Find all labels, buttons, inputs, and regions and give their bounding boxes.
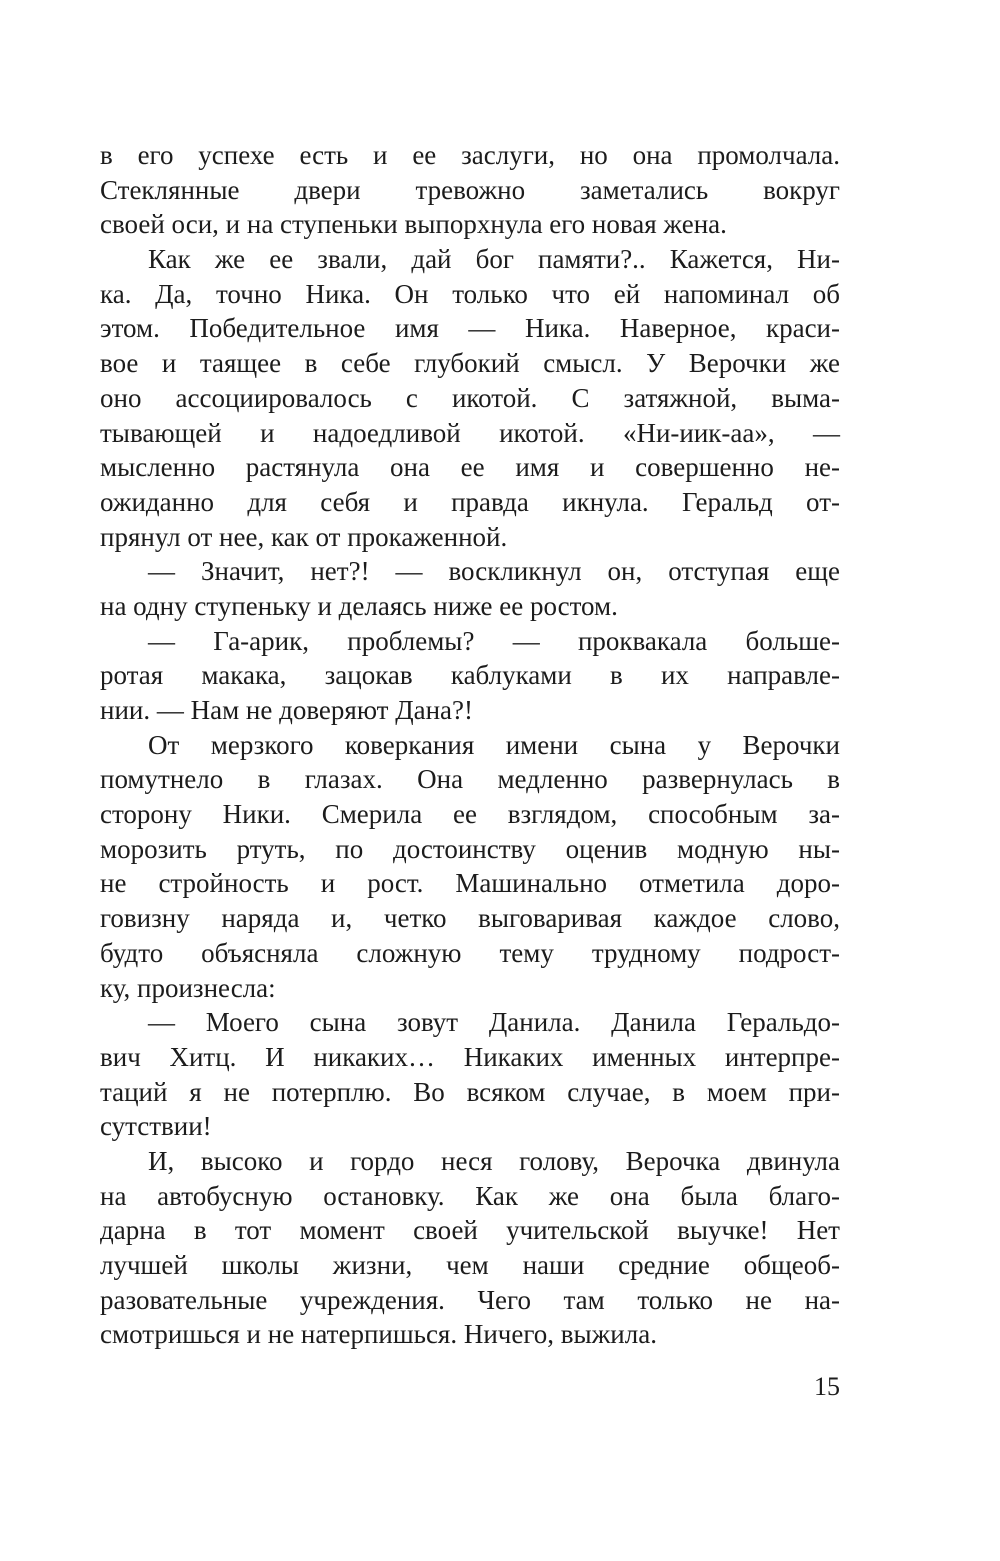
text-line: не стройность и рост. Машинально отметила доро- <box>100 868 840 899</box>
text-block <box>100 138 840 1352</box>
text-line: вое и таящее в себе глубокий смысл. У Верочки же <box>100 348 840 379</box>
text-line: будто объясняла сложную тему трудному подрост- <box>100 937 840 968</box>
paragraph <box>100 1005 840 1144</box>
text-line: ку, произнесла: <box>100 972 276 1003</box>
text-line: в его успехе есть и ее заслуги, но она промолчала. <box>100 140 840 170</box>
text-line: говизну наряда и, четко выговаривая каждое слово, <box>100 903 840 934</box>
text-line: прянул от нее, как от прокаженной. <box>100 521 508 552</box>
paragraph <box>100 138 840 242</box>
paragraph <box>100 728 840 1006</box>
text-line: нии. — Нам не доверяют Дана?! <box>100 695 474 725</box>
text-line: сторону Ники. Смерила ее взглядом, способным за- <box>100 799 840 830</box>
text-line: Как же ее звали, дай бог памяти?.. Кажется, Ни- <box>148 244 840 275</box>
text-line: оно ассоциировалось с икотой. С затяжной, выма- <box>100 382 840 413</box>
text-line: ротая макака, зацокав каблуками в их направле- <box>100 660 840 691</box>
text-line: этом. Победительное имя — Ника. Наверное, краси- <box>100 313 840 344</box>
text-line: разовательные учреждения. Чего там только не на- <box>100 1284 840 1315</box>
text-line: ожиданно для себя и правда икнула. Геральд от- <box>100 486 840 517</box>
paragraph <box>100 554 840 623</box>
text-line: мысленно растянула она ее имя и совершенно не- <box>100 452 840 483</box>
text-line: — Га-арик, проблемы? — проквакала больше- <box>148 625 840 656</box>
paragraph <box>100 1144 840 1352</box>
paragraph <box>100 624 840 728</box>
text-line: на одну ступеньку и делаясь ниже ее ростом. <box>100 590 618 621</box>
text-line: морозить ртуть, по достоинству оценив модную ны- <box>100 833 840 864</box>
text-line: смотришься и не натерпишься. Ничего, выжила. <box>100 1319 657 1350</box>
text-line: — Значит, нет?! — воскликнул он, отступая еще <box>148 556 840 587</box>
text-line: ка. Да, точно Ника. Он только что ей напоминал об <box>100 278 840 309</box>
text-line: сутствии! <box>100 1111 212 1142</box>
text-line: вич Хитц. И никаких… Никаких именных интерпре- <box>100 1041 840 1072</box>
text-line: Стеклянные двери тревожно заметались вокруг <box>100 174 840 205</box>
text-line: дарна в тот момент своей учительской выучке! Нет <box>100 1215 840 1246</box>
text-line: тывающей и надоедливой икотой. «Ни-иик-аа», — <box>100 417 840 448</box>
text-line: — Моего сына зовут Данила. Данила Геральдо- <box>148 1007 840 1038</box>
text-line: на автобусную остановку. Как же она была благо- <box>100 1180 840 1211</box>
text-line: И, высоко и гордо неся голову, Верочка двинула <box>148 1145 840 1176</box>
text-line: лучшей школы жизни, чем наши средние общеоб- <box>100 1250 840 1280</box>
paragraph <box>100 242 840 554</box>
text-line: своей оси, и на ступеньки выпорхнула его новая жена. <box>100 209 727 240</box>
text-line: помутнело в глазах. Она медленно развернулась в <box>100 764 840 795</box>
text-line: таций я не потерплю. Во всяком случае, в моем при- <box>100 1076 840 1107</box>
text-line: От мерзкого коверкания имени сына у Верочки <box>148 729 840 760</box>
page-number: 15 <box>814 1372 840 1401</box>
